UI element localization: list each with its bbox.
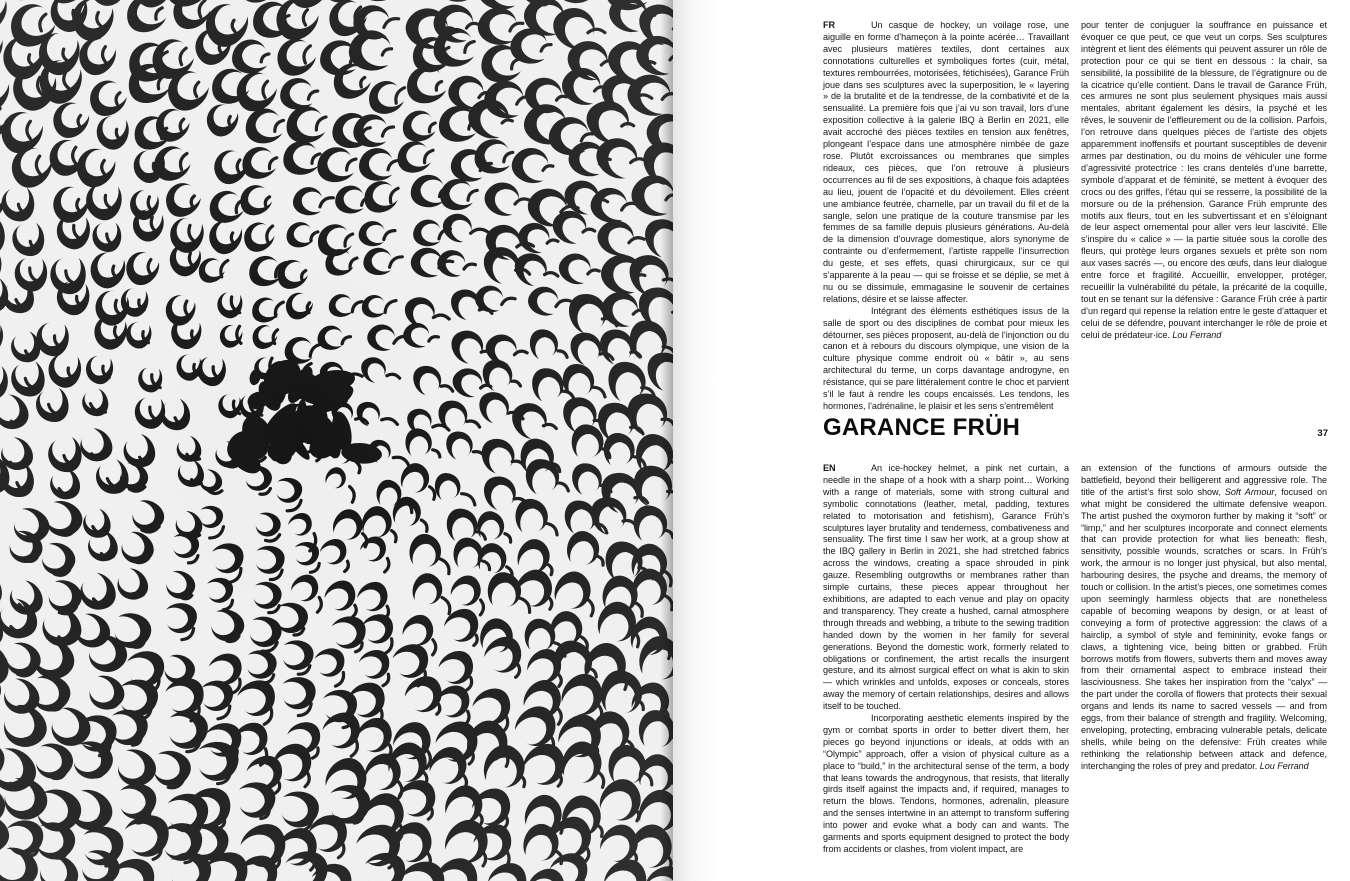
english-text-column-1 <box>823 463 1069 856</box>
french-author: Lou Ferrand <box>1172 329 1222 340</box>
artist-title: GARANCE FRÜH <box>823 414 1021 441</box>
english-paragraph-2: Incorporating aesthetic elements inspired by the gym or combat sports in order to better divert them, her pieces go beyond injunctions or ideals, at odds with an “Olympic” approach, offer a vision of physical culture as a place to “build,” in the architectural sense of the term, a body that leans towards the androgynous, that resists, that literally girds itself against the impacts and, if required, manages to return the blows. Tendons, hormones, adrenalin, pleasure and the senses intertwine in an attempt to transform suffering into power and evoke what a body can and wants. The garments and sports equipment designed to protect the body from accidents or clashes, from violent impact, are <box>823 713 1069 854</box>
french-text-column-1 <box>823 20 1069 413</box>
english-text-column-2 <box>1081 463 1327 773</box>
text-page <box>673 0 1350 881</box>
english-label: EN <box>823 463 836 473</box>
french-text-column-2 <box>1081 20 1327 341</box>
french-paragraph-1: FR Un casque de hockey, un voilage rose, une aiguille en forme d’hameçon à la pointe acérée… Travaillant avec plusieurs matières textiles, dont certaines aux connotations culturelles et symboliques fortes (cuir, métal, textures rembourrées, motorisées, fétichisées), Garance Früh joue dans ses sculptures avec la superposition, le « layering » de la brutalité et de la tendresse, de la combativité et de la sensualité. La première fois que j’ai vu son travail, lors d’une exposition collective à la galerie IBQ à Berlin en 2021, elle avait accroché des pièces textiles en tension aux fenêtres, plongeant l’espace dans une atmosphère nimbée de gaze rose. Plutôt excroissances ou membranes que simples rideaux, ces pièces, que l’on retrouve à plusieurs occurrences au fil de ses expositions, à chaque fois adaptées au lieu, jouent de l’opacité et du dévoilement. Elles créent une ambiance feutrée, charnelle, par un travail du fil et de la sangle, selon une pratique de la couture transmise par les femmes de sa famille depuis plusieurs générations. Au-delà de la dimension d’ouvrage domestique, alors synonyme de contrainte ou d’enfermement, l’artiste rappelle l’insurrection du geste, et ses effets, quasi chirurgicaux, sur ce qui s’apparente à la peau — qui se froisse et se déplie, se met à nu ou se dissimule, emmagasine le souvenir de certaines relations, désire et se laisse affecter. <box>823 20 1069 304</box>
english-paragraph-1: EN An ice-hockey helmet, a pink net curtain, a needle in the shape of a hook with a sharp point… Working with a range of materials, some with strong cultural and symbolic connotations (leather, metal, padding, textures related to motorisation and fetishism), Garance Früh’s sculptures layer brutality and tenderness, combativeness and sensuality. The first time I saw her work, at a group show at the IBQ gallery in Berlin in 2021, she had stretched fabrics across the windows, creating a space shrouded in pink gauze. Resembling outgrowths or membranes rather than simple curtains, these pieces appear throughout her exhibitions, are adapted to each venue and play on opacity and transparency. They create a hushed, carnal atmosphere through threads and webbing, a tribute to the sewing tradition handed down by the women in her family for several generations. Beyond the domestic work, formerly related to obligations or confinement, the artist recalls the insurgent gesture, and its almost surgical effect on what is akin to skin — which wrinkles and unfolds, exposes or conceals, stores away the memory of certain relationships, desires and allows itself to be touched. <box>823 463 1069 712</box>
sculpture-photo-icon <box>0 0 673 881</box>
english-paragraph-3: an extension of the functions of armours outside the battlefield, beyond their belligerent and aggressive role. The title of the artist’s first solo show, Soft Armour, focused on what might be considered the ultimate defensive weapon. The artist pushed the oxymoron further by making it “soft” or “limp,” and her sculptures incorporate and connect elements that can provide protection for what lies beneath: flesh, sensitivity, possible wounds, scratches or scars. In Früh’s work, the armour is no longer just physical, but also mental, harbouring desires, the psyche and dreams, the memory of touch or collision. In the artist’s pieces, one sometimes comes upon seemingly harmless objects that are nonetheless capable of becoming weapons by design, or at least of conveying a form of protective aggression: the claws of a hairclip, a symbol of style and femininity, evoke fangs or claws, a tightening vice, being bitten or grabbed. Früh borrows motifs from flowers, subverts them and moves away from their ornamental aspect to embrace instead their lasciviousness. She takes her inspiration from the “calyx” — the part under the corolla of flowers that protects their sexual organs and lends its name to sacred vessels — and from eggs, from their balance of strength and fragility. Welcoming, enveloping, protecting, embracing vulnerable petals, delicate shells, while being on the defensive: Früh creates while rethinking the relationship between attack and defence, interchanging the roles of prey and predator. Lou Ferrand <box>1081 463 1327 771</box>
show-title: Soft Armour <box>1224 486 1275 497</box>
french-label: FR <box>823 20 836 30</box>
sculpture-photo <box>0 0 673 881</box>
french-paragraph-2: Intégrant des éléments esthétiques issus de la salle de sport ou des disciplines de combat pour mieux les détourner, ses pièces proposent, au-delà de l’injonction ou du canon et à rebours du discours olympique, une vision de la culture physique comme endroit où « bâtir », au sens architectural du terme, un corps davantage androgyne, en résistance, qui se pare littéralement contre le choc et parvient s’il le faut à rendre les coups encaissés. Les tendons, les hormones, l’adrénaline, le plaisir et les sens s’entremêlent <box>823 305 1069 411</box>
english-author: Lou Ferrand <box>1259 760 1309 771</box>
page-number: 37 <box>1317 428 1328 439</box>
french-paragraph-3: pour tenter de conjuguer la souffrance en puissance et évoquer ce que peut, ce que veut un corps. Ses sculptures intègrent et lient des éléments qui peuvent assurer un rôle de protection pour ce qui se tient en dessous : la chair, sa sensibilité, la possibilité de la blessure, de l’égratignure ou de la cicatrice qu’elle contient. Dans le travail de Garance Früh, ces armures ne sont plus seulement physiques mais aussi mentales, abritant également les désirs, la psyché et les rêves, le souvenir de l’effleurement ou de la collision. Parfois, l’on retrouve dans quelques pièces de l’artiste des objets apparemment inoffensifs et pourtant susceptibles de devenir armes par destination, ou du moins de véhiculer une forme d’agressivité protectrice : les crans dentelés d’une barrette, symbole d’apparat et de féminité, se mettent à évoquer des crocs ou des griffes, l’étau qui se resserre, la possibilité de la morsure ou de la préhension. Garance Früh emprunte des motifs aux fleurs, tout en les subvertissant et en s’éloignant de leur aspect ornemental pour aller vers leur lascivité. Elle s’inspire du « calice » — la partie située sous la corolle des fleurs, qui protège leurs organes sexuels et prête son nom aux vases sacrés —, ou encore des œufs, dans leur dialogue entre force et fragilité. Accueillir, envelopper, protéger, recueillir la vulnérabilité du pétale, la précarité de la coquille, tout en se tenant sur la défensive : Garance Früh crée à partir d’un regard qui repense la relation entre le geste d’attaquer et celui de se défendre, pouvant interchanger le rôle de proie et celui de prédateur·ice. Lou Ferrand <box>1081 20 1327 340</box>
